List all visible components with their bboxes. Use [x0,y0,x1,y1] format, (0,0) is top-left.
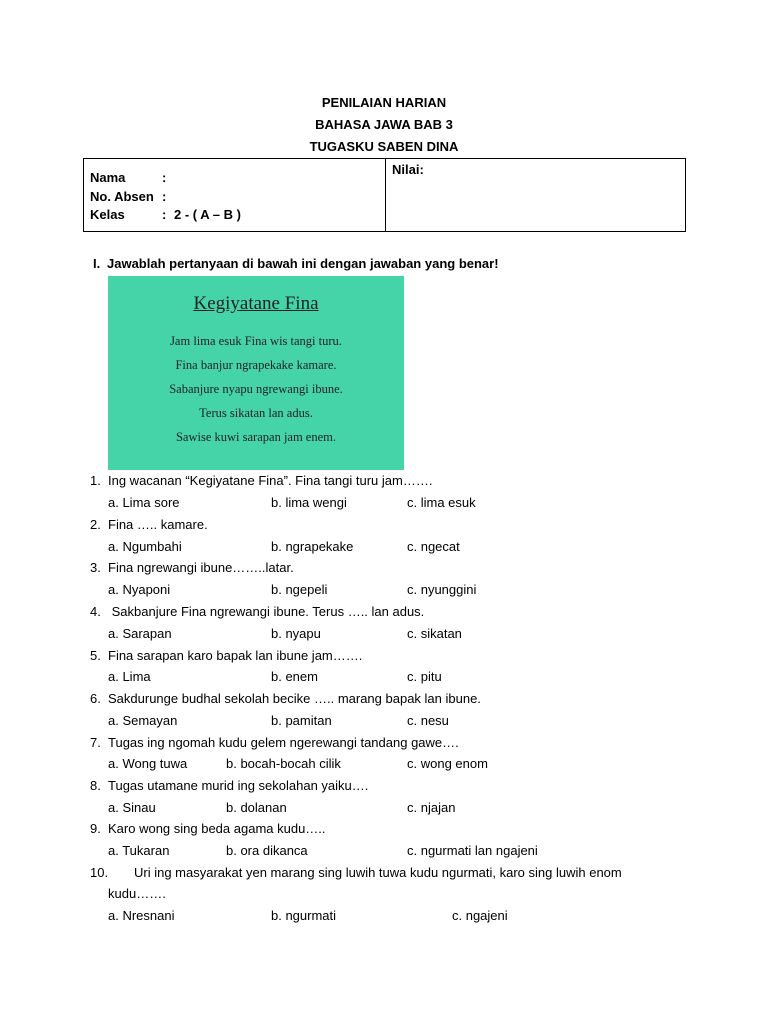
option-c: c. lima esuk [407,495,476,510]
question-number: 1. [90,473,101,488]
question-text: Sakbanjure Fina ngrewangi ibune. Terus ….. lan adus. [108,604,425,619]
story-title: Kegiyatane Fina [193,293,319,314]
question-number: 6. [90,691,101,706]
story-line: Sawise kuwi sarapan jam enem. [175,430,337,444]
question-8 [90,778,368,793]
identity-divider [385,159,386,231]
option-b: b. enem [271,669,318,684]
option-b: b. lima wengi [271,495,347,510]
nilai-label: Nilai: [392,162,424,177]
question-number: 3. [90,560,101,575]
question-text: Sakdurunge budhal sekolah becike ….. marang bapak lan ibune. [108,691,481,706]
option-a: a. Nyaponi [108,582,171,597]
option-a: a. Semayan [108,713,178,728]
question-text: Tugas ing ngomah kudu gelem ngerewangi tandang gawe…. [108,735,459,750]
doc-title: PENILAIAN HARIAN [321,95,447,110]
story-line: Terus sikatan lan adus. [199,406,313,420]
kelas-colon: : [162,207,167,222]
option-c: c. nyunggini [407,582,477,597]
question-1 [90,473,432,488]
question-number: 5. [90,648,101,663]
option-c: c. nesu [407,713,449,728]
question-number: 4. [90,604,101,619]
option-c: c. njajan [407,800,456,815]
story-image [108,276,404,470]
nama-colon: : [162,170,167,185]
question-2 [90,517,208,532]
question-number: 9. [90,821,101,836]
doc-chapter: TUGASKU SABEN DINA [309,139,459,154]
instruction-number: I. [93,256,101,271]
option-a: a. Ngumbahi [108,539,182,554]
option-b: b. dolanan [226,800,287,815]
question-10-continued: kudu……. [108,886,166,901]
absen-colon: : [162,189,167,204]
option-a: a. Lima [108,669,151,684]
option-b: b. ngrapekake [271,539,354,554]
story-line: Fina banjur ngrapekake kamare. [175,358,337,372]
question-text: Uri ing masyarakat yen marang sing luwih tuwa kudu ngurmati, karo sing luwih enom [134,865,622,880]
option-c: c. pitu [407,669,442,684]
question-9 [90,821,326,836]
question-number: 2. [90,517,101,532]
absen-label: No. Absen [90,189,154,204]
nama-field [90,170,174,185]
option-c: c. ngajeni [452,908,508,923]
question-text: Fina ….. kamare. [108,517,208,532]
kelas-field [90,207,241,222]
instruction-text: Jawablah pertanyaan di bawah ini dengan jawaban yang benar! [107,256,499,271]
story-line: Jam lima esuk Fina wis tangi turu. [170,334,342,348]
question-10 [90,865,622,880]
option-a: a. Nresnani [108,908,175,923]
question-number: 10. [90,865,109,880]
kelas-value: 2 - ( A – B ) [174,207,241,222]
doc-subject: BAHASA JAWA BAB 3 [315,117,453,132]
question-text: Karo wong sing beda agama kudu….. [108,821,326,836]
question-6 [90,691,481,706]
nama-label: Nama [90,170,126,185]
question-7 [90,735,459,750]
question-text: Fina ngrewangi ibune……..latar. [108,560,294,575]
option-a: a. Tukaran [108,843,170,858]
story-line: Sabanjure nyapu ngrewangi ibune. [169,382,343,396]
option-b: b. pamitan [271,713,332,728]
option-b: b. bocah-bocah cilik [226,756,341,771]
question-number: 7. [90,735,101,750]
option-c: c. ngecat [407,539,460,554]
question-text: Fina sarapan karo bapak lan ibune jam……. [108,648,363,663]
option-b: b. ngurmati [271,908,337,923]
option-b: b. nyapu [271,626,321,641]
question-5 [90,648,362,663]
option-b: b. ora dikanca [226,843,308,858]
option-a: a. Lima sore [108,495,180,510]
identity-box [83,158,686,232]
option-c: c. wong enom [407,756,488,771]
question-4 [90,604,424,619]
option-a: a. Wong tuwa [108,756,188,771]
question-3 [90,560,294,575]
kelas-label: Kelas [90,207,125,222]
option-c: c. sikatan [407,626,462,641]
option-a: a. Sinau [108,800,156,815]
option-a: a. Sarapan [108,626,172,641]
option-c: c. ngurmati lan ngajeni [407,843,538,858]
question-text: Tugas utamane murid ing sekolahan yaiku…. [108,778,369,793]
question-text: Ing wacanan “Kegiyatane Fina”. Fina tangi turu jam……. [108,473,433,488]
question-number: 8. [90,778,101,793]
instruction [93,256,499,271]
option-b: b. ngepeli [271,582,328,597]
absen-field [90,189,174,204]
